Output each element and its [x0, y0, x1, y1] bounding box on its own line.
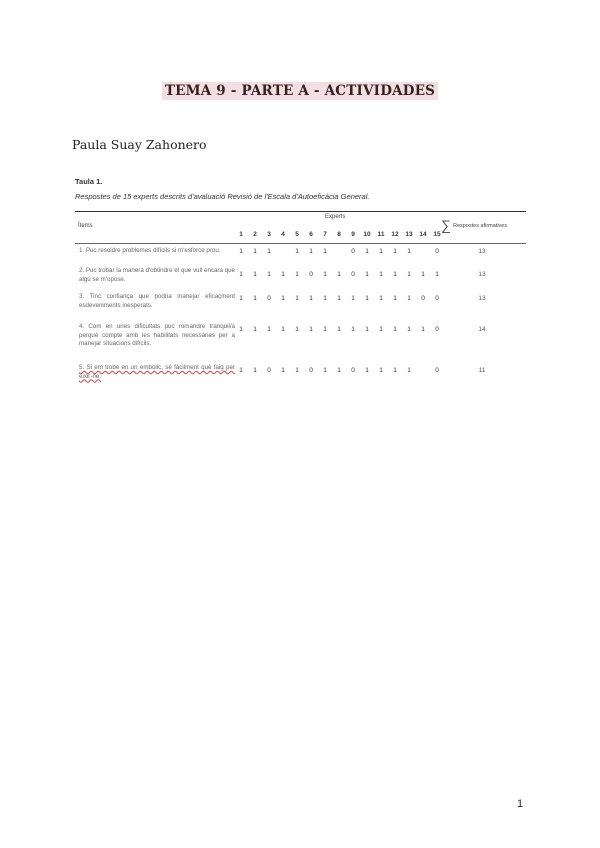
item-text: 4. Com en unes dificultats puc romandre tranquil/a perquè compte amb les habilitats necessàries per a manejar situacions difícils.: [79, 323, 235, 347]
expert-number-header: 9: [351, 231, 355, 238]
table-caption: Respostes de 15 experts descrits d'avaluació Revisió de l'Escala d'Autoeficàcia General.: [75, 192, 370, 201]
expert-response-cell: 1: [337, 367, 341, 374]
expert-response-cell: 0: [435, 248, 439, 255]
expert-response-cell: 1: [379, 367, 383, 374]
sum-icon: ∑: [441, 217, 451, 233]
expert-response-cell: 1: [351, 295, 355, 302]
row-total: 13: [478, 248, 486, 255]
expert-response-cell: 0: [309, 271, 313, 278]
expert-number-header: 1: [239, 231, 243, 238]
expert-response-cell: 1: [253, 367, 257, 374]
expert-response-cell: 1: [323, 271, 327, 278]
page-number: 1: [517, 798, 524, 810]
expert-response-cell: 1: [407, 271, 411, 278]
expert-response-cell: 1: [323, 295, 327, 302]
expert-response-cell: 1: [393, 271, 397, 278]
expert-response-cell: 1: [323, 248, 327, 255]
expert-response-cell: 1: [407, 295, 411, 302]
expert-number-header: 12: [391, 231, 399, 238]
expert-response-cell: 1: [379, 295, 383, 302]
expert-response-cell: 1: [309, 295, 313, 302]
expert-response-cell: 1: [337, 271, 341, 278]
expert-response-cell: 1: [407, 248, 411, 255]
row-total: 13: [478, 271, 486, 278]
expert-response-cell: 1: [393, 295, 397, 302]
expert-response-cell: 1: [379, 248, 383, 255]
expert-response-cell: 1: [239, 271, 243, 278]
expert-response-cell: 1: [337, 326, 341, 333]
expert-response-cell: 1: [309, 248, 313, 255]
expert-response-cell: 1: [295, 326, 299, 333]
expert-response-cell: 1: [239, 326, 243, 333]
expert-number-header: 15: [433, 231, 441, 238]
expert-response-cell: 0: [309, 367, 313, 374]
row-total: 14: [478, 326, 486, 333]
expert-response-cell: 0: [435, 367, 439, 374]
expert-number-header: 7: [323, 231, 327, 238]
table-top-rule: [75, 211, 526, 212]
expert-number-header: 8: [337, 231, 341, 238]
table-row-item: [79, 247, 235, 256]
expert-response-cell: 1: [323, 367, 327, 374]
expert-response-cell: 1: [281, 271, 285, 278]
table-row-item: [79, 323, 235, 349]
expert-response-cell: 0: [351, 367, 355, 374]
expert-response-cell: 1: [267, 248, 271, 255]
expert-response-cell: 1: [267, 326, 271, 333]
expert-number-header: 3: [267, 231, 271, 238]
expert-response-cell: 1: [267, 271, 271, 278]
author-name: Paula Suay Zahonero: [72, 137, 207, 152]
expert-number-header: 14: [419, 231, 427, 238]
expert-response-cell: 1: [253, 326, 257, 333]
expert-response-cell: 1: [309, 326, 313, 333]
expert-response-cell: 1: [239, 295, 243, 302]
expert-response-cell: 1: [421, 271, 425, 278]
expert-response-cell: 1: [239, 248, 243, 255]
expert-response-cell: 1: [239, 367, 243, 374]
expert-response-cell: 1: [365, 295, 369, 302]
expert-response-cell: 0: [267, 367, 271, 374]
expert-response-cell: 1: [295, 367, 299, 374]
expert-number-header: 5: [295, 231, 299, 238]
expert-number-header: 2: [253, 231, 257, 238]
expert-response-cell: 0: [435, 295, 439, 302]
expert-response-cell: 1: [295, 271, 299, 278]
expert-response-cell: 1: [295, 248, 299, 255]
expert-response-cell: 1: [351, 326, 355, 333]
expert-response-cell: 0: [421, 295, 425, 302]
expert-response-cell: 0: [267, 295, 271, 302]
item-text: 3. Tinc confiança que podria manejar eficaçment esdeveniments inesperats.: [79, 293, 235, 309]
expert-response-cell: 1: [365, 248, 369, 255]
expert-number-header: 6: [309, 231, 313, 238]
expert-number-header: 4: [281, 231, 285, 238]
expert-response-cell: 1: [281, 367, 285, 374]
expert-response-cell: 0: [435, 326, 439, 333]
table-title: Taula 1.: [75, 177, 103, 186]
expert-response-cell: 0: [351, 248, 355, 255]
expert-response-cell: 1: [365, 271, 369, 278]
expert-response-cell: 1: [407, 367, 411, 374]
expert-response-cell: 1: [323, 326, 327, 333]
expert-number-header: 10: [363, 231, 371, 238]
expert-response-cell: 1: [281, 326, 285, 333]
expert-response-cell: 1: [281, 295, 285, 302]
expert-response-cell: 0: [351, 271, 355, 278]
expert-response-cell: 1: [379, 326, 383, 333]
row-total: 13: [478, 295, 486, 302]
expert-number-header: 11: [377, 231, 385, 238]
table-row-item: [79, 293, 235, 310]
expert-response-cell: 1: [421, 326, 425, 333]
expert-response-cell: 1: [407, 326, 411, 333]
expert-response-cell: 1: [253, 271, 257, 278]
header-experts-label: Experts: [325, 214, 346, 220]
page-title-text: TEMA 9 - PARTE A - ACTIVIDADES: [162, 82, 438, 100]
table-row-item: [79, 364, 235, 381]
expert-number-header: 13: [405, 231, 413, 238]
expert-response-cell: 1: [253, 295, 257, 302]
header-items-label: Ítems: [78, 223, 93, 229]
expert-response-cell: 1: [365, 367, 369, 374]
table-header-rule: [75, 243, 526, 244]
header-sum-label: Respostes afirmatives: [453, 223, 508, 229]
page-title: [0, 82, 600, 100]
expert-response-cell: 1: [435, 271, 439, 278]
expert-response-cell: 1: [295, 295, 299, 302]
item-text: 5. Si em trobe en un embolic, sé fàcilment què faig per eixir-ne.: [79, 364, 235, 380]
table-row-item: [79, 267, 235, 284]
expert-response-cell: 1: [379, 271, 383, 278]
expert-response-cell: 1: [253, 248, 257, 255]
expert-response-cell: 1: [337, 295, 341, 302]
row-total: 11: [478, 367, 486, 374]
item-text: 2. Puc trobar la manera d'obtindre el que vull encara que algú se m'opose.: [79, 267, 235, 283]
item-text: 1. Puc resoldre problemes difícils si m'esforce prou.: [79, 247, 221, 254]
expert-response-cell: 1: [365, 326, 369, 333]
expert-response-cell: 1: [393, 326, 397, 333]
expert-response-cell: 1: [393, 367, 397, 374]
expert-response-cell: 1: [393, 248, 397, 255]
